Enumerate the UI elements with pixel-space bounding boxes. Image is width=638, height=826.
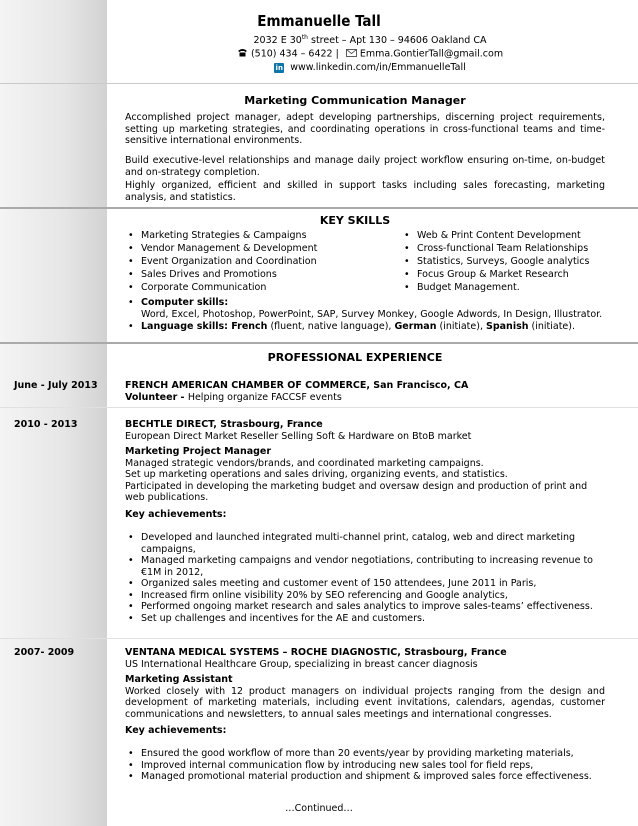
computer-skills-label: Computer skills: [141,297,229,308]
duty-line: Participated in developing the marketing budget and oversaw design and production of print and web publications. [125,480,588,503]
envelope-icon [346,49,357,60]
list-item: • Organized sales meeting and customer event of 150 attendees, June 2011 in Paris, [125,578,605,590]
role-description: Helping organize FACCSF events [187,391,342,403]
divider [0,342,638,344]
candidate-name: Emmanuelle Tall [257,12,381,30]
job-entry [125,647,605,737]
divider [0,207,638,209]
address-superscript: th [301,34,308,41]
divider [0,83,638,84]
summary-paragraph-3: Highly organized, efficient and skilled in support tasks including sales forecasting, marketing analysis, and statistics. [125,180,605,203]
role-label: Volunteer - [125,391,188,403]
duty-line: Worked closely with 12 product managers on individual projects ranging from the design and development of marketing materials, including event invitations, calendars, agendas, customer communications and newsletters, to annual sales meetings and international congresses. [125,685,605,720]
language-german: German [394,321,437,332]
linkedin-line [120,62,620,73]
skills-right-list [401,229,631,294]
phone-number: (510) 434 – 6422 | [250,48,339,60]
language-german-note: (initiate), [436,321,486,332]
company-description: European Direct Market Reseller Selling Soft & Hardware on BtoB market [125,430,472,442]
phone-icon [237,48,248,60]
list-item: • Managed promotional material production and shipment & improved sales force effectiveness. [125,771,605,783]
computer-skills-text [125,309,625,321]
achievements-list [125,748,605,783]
divider [0,638,638,639]
list-item: • Web & Print Content Development [401,229,631,242]
divider [0,407,638,408]
list-item: • Statistics, Surveys, Google analytics [401,255,631,268]
email-link[interactable]: Emma.GontierTall@gmail.com [359,48,504,60]
job-role [125,392,605,404]
experience-title: PROFESSIONAL EXPERIENCE [267,351,443,364]
contact-line [120,48,620,60]
achievements-list [125,532,605,624]
job-dates: June - July 2013 [14,380,98,391]
company-name: FRENCH AMERICAN CHAMBER OF COMMERCE, San Francisco, CA [125,380,469,391]
linkedin-icon: in [275,63,283,72]
language-french-note: (fluent, native language), [267,321,395,332]
left-sidebar-band [0,0,107,826]
list-item: • Event Organization and Coordination [125,255,395,268]
language-skills-item [125,321,625,333]
address-line [120,34,620,46]
achievements-label: Key achievements: [125,725,227,736]
summary-title: Marketing Communication Manager [244,94,466,107]
list-item: • Focus Group & Market Research [401,268,631,281]
job-dates: 2007- 2009 [14,647,75,658]
position-title: Marketing Assistant [125,674,233,685]
linkedin-link[interactable]: www.linkedin.com/in/EmmanuelleTall [290,62,466,73]
list-item: • Improved internal communication flow by introducing new sales tool for field reps, [125,760,605,772]
list-item: • Vendor Management & Development [125,242,395,255]
duty-line: Managed strategic vendors/brands, and coordinated marketing campaigns. [125,457,484,469]
continued-note: …Continued… [285,803,353,814]
list-item: • Marketing Strategies & Campaigns [125,229,395,242]
list-item: • Cross-functional Team Relationships [401,242,631,255]
list-item: • Corporate Communication [125,281,395,294]
address-suffix: street – Apt 130 – 94606 Oakland CA [307,35,487,47]
list-item: • Ensured the good workflow of more than 20 events/year by providing marketing materials, [125,748,605,760]
duty-line: Set up marketing operations and sales driving, organizing events, and statistics. [125,469,508,480]
company-description: US International Healthcare Group, specializing in breast cancer diagnosis [125,658,478,670]
list-item: • Developed and launched integrated multi-channel print, catalog, web and direct marketing campaigns, [125,532,605,555]
job-dates: 2010 - 2013 [14,419,78,430]
skills-left-list [125,229,395,294]
computer-skills-item [125,297,625,309]
company-name: BECHTLE DIRECT, Strasbourg, France [125,419,323,430]
language-spanish: Spanish [486,321,529,332]
position-title: Marketing Project Manager [125,446,272,457]
skills-title: KEY SKILLS [319,214,391,227]
company-name: VENTANA MEDICAL SYSTEMS – ROCHE DIAGNOSTIC, Strasbourg, France [125,647,507,658]
list-item: • Performed ongoing market research and sales analytics to improve sales-teams’ effectiveness. [125,601,605,613]
list-item: • Budget Management. [401,281,631,294]
software-language-list [125,297,625,333]
language-spanish-note: (initiate). [528,321,576,332]
summary-paragraph-1: Accomplished project manager, adept developing partnerships, discerning project requirements, setting up marketing strategies, and coordinating operations in cross-functional teams and time-sensitive international environments. [125,112,605,147]
computer-skills-value: Word, Excel, Photoshop, PowerPoint, SAP, Survey Monkey, Google Adwords, In Design, Illustrator. [141,309,603,320]
address-prefix: 2032 E 30 [253,35,302,47]
list-item: • Sales Drives and Promotions [125,268,395,281]
job-entry [125,419,605,520]
list-item: • Managed marketing campaigns and vendor negotiations, contributing to increasing revenue to €1M in 2012, [125,555,605,578]
summary-paragraph-2: Build executive-level relationships and manage daily project workflow ensuring on-time, on-budget and on-strategy completion. [125,155,605,178]
job-entry [125,380,605,403]
list-item: • Increased firm online visibility 20% by SEO referencing and Google analytics, [125,590,605,602]
language-skills-label: Language skills: French [141,321,268,332]
achievements-label: Key achievements: [125,508,227,520]
list-item: • Set up challenges and incentives for the AE and customers. [125,613,605,625]
